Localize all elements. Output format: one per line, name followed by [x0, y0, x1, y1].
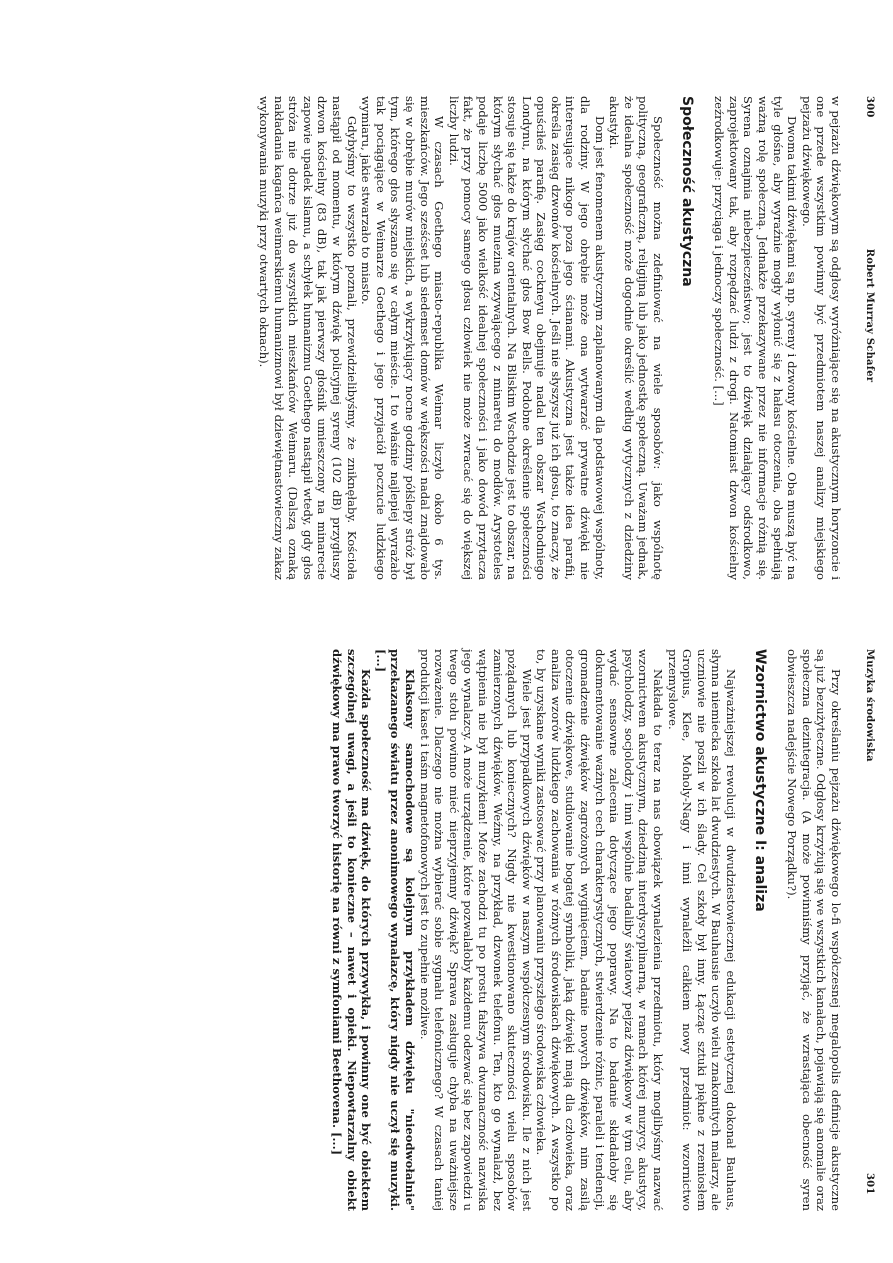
section-heading: Wzornictwo akustyczne I: analiza	[751, 649, 768, 912]
left-page	[0, 0, 893, 631]
paragraph: Przy określaniu pejzażu dźwiękowego lo-fi współczesnej megalopolis definicje akustyczne są już bezużyteczne. Odgłosy krzyżują się we wszystkich kanałach, pojawiają się anomalie oraz społeczna dezintegracja. (A może powinniśmy przyjąć, że wzrastająca obecność syren obwieszcza nadejście Nowego Porządku?).	[785, 649, 843, 1211]
section-heading: Społeczność akustyczna	[678, 96, 695, 287]
page-number-right: 301	[864, 1173, 875, 1195]
paragraph: W czasach Goethego miasto-republika Weimar liczyło około 6 tys. mieszkańców. Jego sześćset lub siedemset domów w większości nadal znajdowało się w obrębie murów miejskich, a wykrzykujący nocne godziny półślepy stróż był tym, którego głos słyszano się w całym mieście. I to właśnie najlepiej wyrażało tak pociągające w Weimarze Goethego i jego przyjaciół poczucie ludzkiego wymiaru, jakie stwarzało to miasto.	[359, 96, 447, 580]
right-text-column	[329, 649, 843, 1211]
paragraph: Wiele jest przypadkowych dźwięków w naszym współczesnym środowisku. Ile z nich jest pożądanych lub koniecznych? Nigdy nie kwestionowano skuteczności wielu sposobów zamierzonych dźwięków. Weźmy, na przykład, dzwonek telefonu. Ten, kto go wynalazł, bez wątpienia nie był muzykiem! Może zachodzi tu po prostu fałszywa dwuznaczność nazwiska jego wynalazcy. A może urządzenie, które pozwalałoby każdemu odezwać się bez zapowiedzi u twego stołu powinno mieć nieprzyjemny dźwięk? Sprawa zasługuje chyba na uważniejsze rozważenie. Dlaczego nie można wybierać sobie sygnału telefonicznego? W czasach taniej produkcji kaset i taśm magnetofonowych jest to zupełnie możliwe.	[417, 649, 534, 1211]
left-text-column	[256, 96, 843, 580]
paragraph: Społeczność można zdefiniować na wiele sposobów: jako wspólnotę polityczną, geograficzną, religijną lub jako jednostkę społeczną. Uważam jednak, że idealna społeczność może dogodnie określić według wytycznych z dziedziny akustyki.	[607, 96, 666, 580]
running-head-right: Muzyka środowiska	[864, 649, 875, 762]
paragraph: w pejzażu dźwiękowym są odgłosy wyróżniające się na akustycznym horyzoncie i one przede wszystkim powinny być przedmiotem naszej analizy miejskiego pejzażu dźwiękowego.	[799, 96, 843, 580]
paragraph: Klaksony samochodowe są kolejnym przykładem dźwięku "nieodwołalnie" przekazanego światu przez anonimowego wynalazcę, który nigdy nie uczył się muzyki. [...]	[373, 649, 417, 1211]
paragraph: Każda społeczność ma dźwięk, do których przywykła, i powinny one być obiektem szczególnej uwagi, a jeśli to konieczne – nawet i opieki. Niepowtarzalny obiekt dźwiękowy ma prawo tworzyć historię na równi z symfoniami Beethovena. [...]	[330, 649, 374, 1211]
paragraph: Gdybyśmy to wszystko poznali, przewidzielibyśmy, że zniknęłaby. Kościoła nastąpił od momentu, w którym dźwięk policyjnej syreny (102 dB) przygłuszy dzwon kościelny (83 dB), tak jak pierwszy głośnik umieszczony na minarecie zapowie upadek islamu, a schyłek humanizmu Goethego nastąpił wtedy, gdy głos stróża nie dotrze już do wszystkich mieszkańców Weimaru. (Dalszą oznaką nakładania kagańca weimarskiemu humanizmowi był dziewiętnastowieczny zakaz wykonywania muzyki przy otwartych oknach).	[257, 96, 359, 580]
page-number-left: 300	[864, 96, 875, 118]
paragraph: Dwoma takimi dźwiękami są np. syreny i dzwony kościelne. Oba muszą być na tyle głośne, aby wyraźnie mogły wyłonić się z hałasu otoczenia, oba spełniają ważną rolę społeczną. Jednakże przekazywane przez nie informacje różnią się. Syrena oznajmia niebezpieczeństwo; jest to dźwięk działający odśrodkowo, zaprojektowany tak, aby rozpędzać ludzi z drogi. Natomiast dzwon kościelny zeźrodkowuje: przyciąga i jednoczy społeczność. [...]	[712, 96, 800, 580]
paragraph: Nakłada to teraz na nas obowiązek wynalezienia przedmiotu, który moglibyśmy nazwać wzornictwem akustycznym, dziedziną interdyscyplinarną, w ramach której muzycy, akustycy, psycholodzy, socjolodzy i inni wspólnie badaliby światowy pejzaż dźwiękowy w tym celu, aby wydać sensowne zalecenia dotyczące jego poprawy. Na to badanie składałoby się dokumentowanie ważnych cech charakterystycznych, stwierdzenie różnic, paraleli i tendencji, gromadzenie dźwięków zagrożonych wyginięciem, badanie nowych dźwięków, nim zasilą otoczenie dźwiękowe, studiowanie bogatej symboliki, jaką dźwięki mają dla człowieka, oraz analiza wzorów ludzkiego zachowania w różnych środowiskach dźwiękowych. A wszystko po to, by uzyskane wyniki zastosować przy planowaniu przyszłego środowiska człowieka.	[534, 649, 666, 1211]
paragraph: Najważniejszej rewolucji w dwudziestowiecznej edukacji estetycznej dokonał Bauhaus, słynna niemiecka szkoła lat dwudziestych. W Bauhausie uczyło wielu znakomitych malarzy, ale uczniowie nie poszli w ich ślady. Cel szkoły był inny. Łącząc sztuki piękne z rzemiosłem Gropius, Klee, Moholy-Nagy i inni wynaleźli całkiem nowy przedmiot: wzornictwo przemysłowe.	[665, 649, 739, 1211]
running-head-left: Robert Murray Schafer	[864, 248, 875, 383]
right-page	[0, 631, 893, 1262]
paragraph: Dom jest fenomenem akustycznym zaplanowanym dla podstawowej wspólnoty, dla rodziny. W jego obrębie może ona wytwarzać prywatne dźwięki nie interesujące nikogo poza jego ścianami. Akustyczna jest także idea parafii, określa zasięg dzwonów kościelnych. Jeśli nie słyszysz już ich głosu, to znaczy, że opuściłeś parafię. Zasięg cockneyu obejmuje nadal ten obszar Wschodniego Londynu, na którym słychać głos Bow Bells. Podobne określenie społeczności stosuje się także do krajów orientalnych. Na Bliskim Wschodzie jest to obszar, na którym słychać głos muezina wzywającego z minaretu do modłów. Arystoteles podaje liczbę 5000 jako wielkość idealnej społeczności i jako dowód przytacza fakt, że przy pomocy samego głosu człowiek nie może zwracać się do większej liczby ludzi.	[446, 96, 607, 580]
